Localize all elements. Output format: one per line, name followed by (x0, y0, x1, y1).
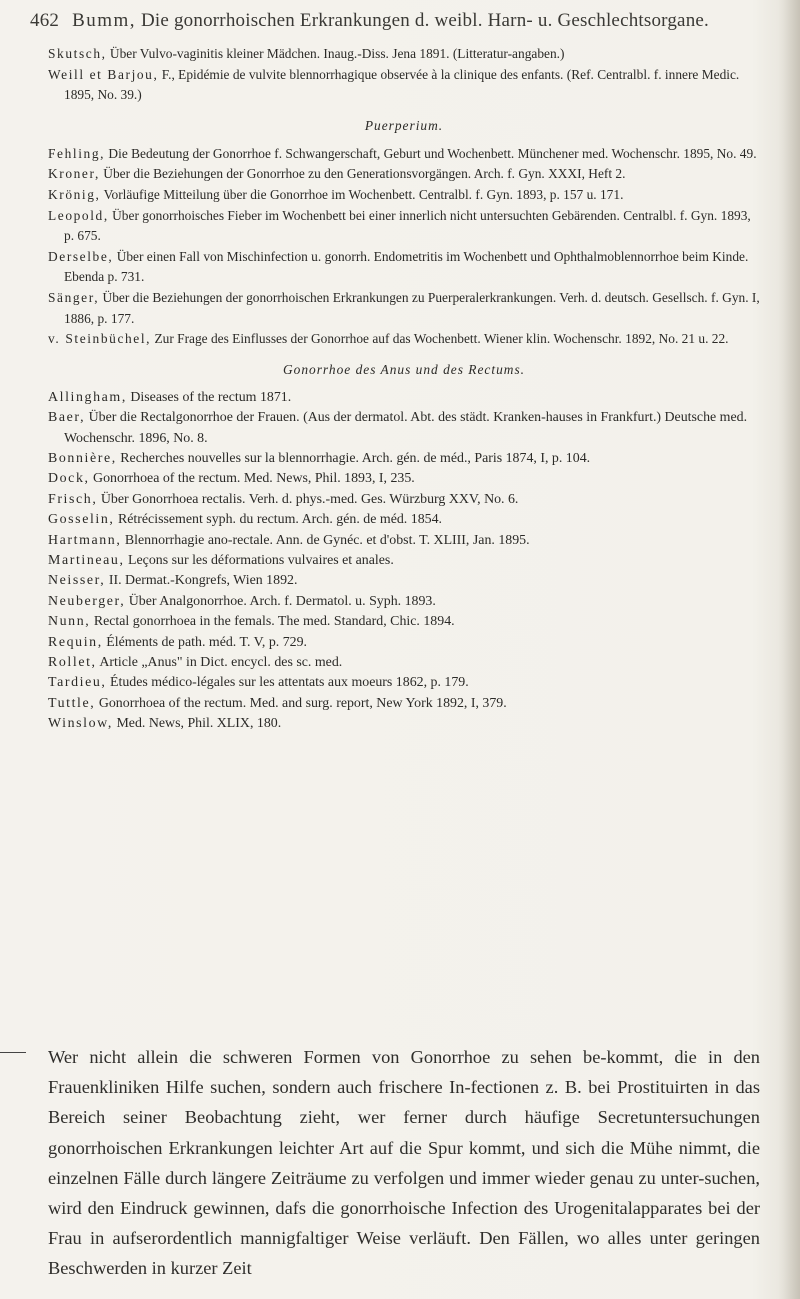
entry-author: Skutsch, (48, 46, 107, 61)
section-entries-1 (48, 44, 760, 106)
entry-author: Weill et Barjou, (48, 66, 159, 82)
header-author: Bumm, (72, 10, 137, 31)
entry-text: Über die Beziehungen der gonorrhoischen Erkrankungen zu Puerperalerkrankungen. Verh. d. deutsch. Gesellsch. f. Gyn. I, 1886, p. 177. (64, 289, 760, 326)
entry-text: Rectal gonorrhoea in the femals. The med. Standard, Chic. 1894. (90, 614, 455, 630)
entry-author: Bonnière, (48, 450, 117, 466)
section-heading-puerperium: Puerperium. (364, 117, 444, 133)
entry-author: Kroner, (48, 166, 100, 182)
entry-author: Baer, (48, 410, 86, 426)
entry-text: Éléments de path. méd. T. V, p. 729. (102, 634, 308, 650)
section-entries-2 (48, 144, 760, 350)
entry-text: Die Bedeutung der Gonorrhoe f. Schwangerschaft, Geburt und Wochenbett. Münchener med. Wochenschr. 1895, No. 49. (105, 145, 757, 161)
entry-author: Requin, (48, 634, 103, 650)
bibliography-entry (48, 653, 760, 673)
bibliography-entry (48, 633, 760, 653)
entry-text: Diseases of the rectum 1871. (126, 389, 292, 405)
bibliography-entry (48, 144, 760, 165)
section-heading-anus-rectum: Gonorrhoe des Anus und des Rectums. (282, 361, 526, 377)
entry-author: Fehling, (48, 145, 106, 161)
entry-text: Über die Rectalgonorrhoe der Frauen. (Aus der dermatol. Abt. des städt. Kranken-hauses in Frankfurt.) Deutsche med. Wochenschr. 1896, No. 8. (64, 410, 748, 446)
entry-author: Frisch, (48, 491, 98, 507)
entry-text: Recherches nouvelles sur la blennorrhagie. Arch. gén. de méd., Paris 1874, I, p. 104. (116, 450, 591, 466)
entry-author: Sänger, (48, 289, 100, 305)
entry-text: Über Vulvo-vaginitis kleiner Mädchen. Inaug.-Diss. Jena 1891. (Litteratur-angaben.) (106, 46, 565, 61)
entry-author: Allingham, (48, 389, 127, 405)
entry-text: Über gonorrhoisches Fieber im Wochenbett bei einer innerlich nicht untersuchten Gebärenden. Centralbl. f. Gyn. 1893, p. 675. (64, 207, 751, 244)
entry-text: Gonorrhoea of the rectum. Med. News, Phil. 1893, I, 235. (89, 471, 415, 487)
bibliography-entry (48, 531, 760, 551)
bibliography-entry (48, 44, 760, 65)
bibliography-entry (48, 288, 760, 329)
bibliography-entry (48, 185, 760, 206)
section-entries-3 (48, 388, 760, 735)
bibliography-entry (48, 329, 760, 350)
bibliography-entry (48, 247, 760, 288)
entry-author: Leopold, (48, 207, 109, 223)
entry-text: Gonorrhoea of the rectum. Med. and surg. report, New York 1892, I, 379. (95, 695, 507, 711)
entry-text: Leçons sur les déformations vulvaires et anales. (124, 552, 394, 568)
entry-author: Nunn, (48, 614, 91, 630)
bibliography-entry (48, 164, 760, 185)
entry-text: Med. News, Phil. XLIX, 180. (112, 716, 282, 732)
bibliography-entry (48, 551, 760, 571)
entry-text: Über Gonorrhoea rectalis. Verh. d. phys.-med. Ges. Würzburg XXV, No. 6. (97, 491, 519, 507)
bibliography-entry (48, 469, 760, 489)
entry-author: Winslow, (48, 716, 113, 732)
entry-author: Hartmann, (48, 532, 122, 548)
bibliography-entry (48, 388, 760, 408)
entry-author: Gosselin, (48, 512, 115, 528)
bibliography-entry (48, 510, 760, 530)
entry-text: Vorläufige Mitteilung über die Gonorrhoe im Wochenbett. Centralbl. f. Gyn. 1893, p. 157 u. 171. (100, 186, 624, 202)
entry-text: II. Dermat.-Kongrefs, Wien 1892. (105, 573, 298, 589)
page-number: 462 (30, 10, 60, 31)
entry-text: Zur Frage des Einflusses der Gonorrhoe auf das Wochenbett. Wiener klin. Wochenschr. 1892, No. 21 u. 22. (151, 331, 729, 347)
entry-text: Über die Beziehungen der Gonorrhoe zu den Generationsvorgängen. Arch. f. Gyn. XXXI, Heft 2. (99, 166, 626, 182)
entry-author: Dock, (48, 471, 90, 487)
entry-author: v. Steinbüchel, (48, 331, 152, 347)
entry-author: Tardieu, (48, 675, 107, 691)
bibliography-entry (48, 65, 760, 106)
bibliography-entry (48, 449, 760, 469)
bibliography-entry (48, 673, 760, 693)
entry-text: Article „Anus" in Dict. encycl. des sc. med. (96, 655, 343, 670)
entry-author: Krönig, (48, 186, 101, 202)
bibliography-entry (48, 490, 760, 510)
entry-author: Tuttle, (48, 695, 96, 711)
bibliography-entry (48, 612, 760, 632)
entry-text: Rétrécissement syph. du rectum. Arch. gén. de méd. 1854. (114, 512, 443, 528)
page-edge-shadow (778, 0, 800, 1299)
bibliography-entry (48, 571, 760, 591)
entry-author: Derselbe, (48, 248, 114, 264)
bibliography-entry (48, 206, 760, 247)
entry-text: Études médico-légales sur les attentats aux moeurs 1862, p. 179. (106, 675, 469, 691)
bibliography (48, 44, 760, 735)
bibliography-entry (48, 592, 760, 612)
running-header (30, 10, 770, 32)
entry-author: Neisser, (48, 573, 106, 589)
bibliography-entry (48, 408, 760, 449)
entry-author: Martineau, (48, 552, 125, 568)
entry-text: Über einen Fall von Mischinfection u. gonorrh. Endometritis im Wochenbett und Ophthalmoblennorrhoe beim Kinde. Ebenda p. 731. (64, 248, 749, 285)
bibliography-entry (48, 714, 760, 734)
body-paragraph: Wer nicht allein die schweren Formen von Gonorrhoe zu sehen be-kommt, die in den Frauenkliniken Hilfe suchen, sondern auch frischere In-fectionen z. B. bei Prostituirten in das Bereich seiner Beobachtung zieht, wer ferner durch häufige Secretuntersuchungen gonorrhoischen Erkrankungen leichter Art auf die Spur kommt, und sich die Mühe nimmt, die einzelnen Fälle durch längere Zeiträume zu verfolgen und immer wieder genau zu unter-suchen, wird den Eindruck gewinnen, dafs die gonorrhoische Infection des Urogenitalapparates bei der Frau in aufserordentlich mannigfaltiger Weise verläuft. Den Fällen, wo alles unter geringen Beschwerden in kurzer Zeit (48, 1047, 760, 1279)
entry-text: F., Epidémie de vulvite blennorrhagique observée à la clinique des enfants. (Ref. Centralbl. f. innere Medic. 1895, No. 39.) (64, 66, 740, 103)
entry-text: Blennorrhagie ano-rectale. Ann. de Gynéc. et d'obst. T. XLIII, Jan. 1895. (121, 532, 530, 548)
header-title: Die gonorrhoischen Erkrankungen d. weibl. Harn- u. Geschlechtsorgane. (141, 10, 709, 31)
entry-text: Über Analgonorrhoe. Arch. f. Dermatol. u. Syph. 1893. (125, 593, 436, 609)
entry-author: Rollet, (48, 655, 97, 670)
bibliography-entry (48, 694, 760, 714)
margin-rule (0, 1052, 26, 1053)
entry-author: Neuberger, (48, 593, 126, 609)
